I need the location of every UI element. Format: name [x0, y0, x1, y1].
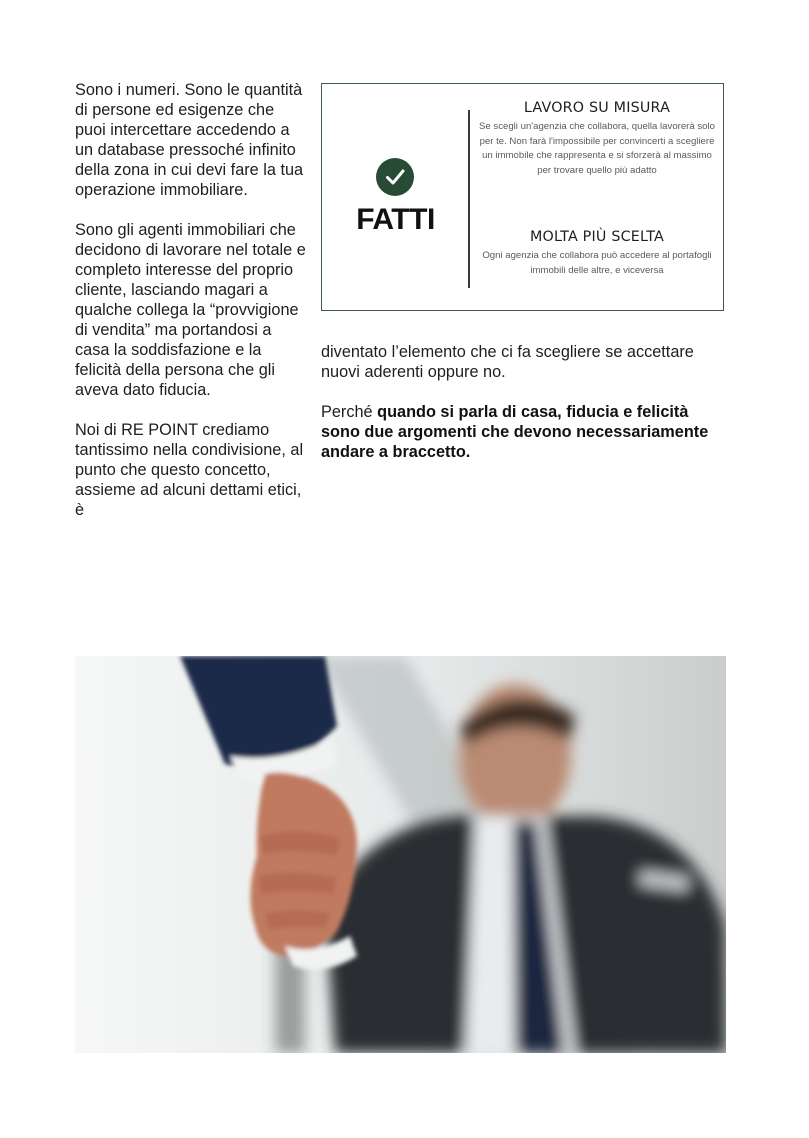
- perche-text: Perché: [321, 403, 378, 421]
- feature-molta-piu-scelta: [477, 229, 717, 278]
- paragraph-perche: [321, 402, 731, 462]
- fatti-title: FATTI: [356, 203, 435, 236]
- feature-heading: LAVORO SU MISURA: [523, 100, 671, 116]
- handshake-illustration: [75, 656, 726, 1053]
- feature-lavoro-su-misura: [477, 100, 717, 178]
- paragraph-re-point: Noi di RE POINT crediamo tantissimo nella condivisione, al punto che questo concetto, assieme ad alcuni dettami etici, è: [75, 421, 304, 519]
- feature-heading: MOLTA PIÙ SCELTA: [529, 229, 665, 245]
- checkmark-glyph: [376, 158, 414, 196]
- right-text-column: [321, 342, 731, 482]
- feature-text: Ogni agenzia che collabora può accedere al portafogli immobili delle altre, e viceversa: [482, 250, 712, 276]
- fatti-box: [321, 83, 724, 311]
- fatti-left-panel: [322, 84, 469, 310]
- left-text-column: [75, 80, 307, 540]
- vertical-divider: [468, 110, 470, 288]
- paragraph-agents: Sono gli agenti immobiliari che decidono di lavorare nel totale e completo interesse del proprio cliente, lasciando magari a qualche collega la “provvigione di vendita” ma portandosi a casa la soddisfazione e la felicità della persona che gli aveva dato fiducia.: [75, 221, 306, 399]
- paragraph-continuation: diventato l’elemento che ci fa scegliere se accettare nuovi aderenti oppure no.: [321, 343, 694, 381]
- handshake-photo: [75, 656, 726, 1053]
- perche-bold-text: quando si parla di casa, fiducia e felicità sono due argomenti che devono necessariamente andare a braccetto.: [321, 403, 709, 461]
- check-circle-icon: [376, 158, 414, 196]
- feature-text: Se scegli un'agenzia che collabora, quella lavorerà solo per te. Non farà l'impossibile per convincerti a scegliere un immobile che rappresenta e si sforzerà al massimo per trovare quello più adatto: [479, 121, 715, 176]
- paragraph-numbers: Sono i numeri. Sono le quantità di persone ed esigenze che puoi intercettare accedendo a un database pressoché infinito della zona in cui devi fare la tua operazione immobiliare.: [75, 81, 304, 199]
